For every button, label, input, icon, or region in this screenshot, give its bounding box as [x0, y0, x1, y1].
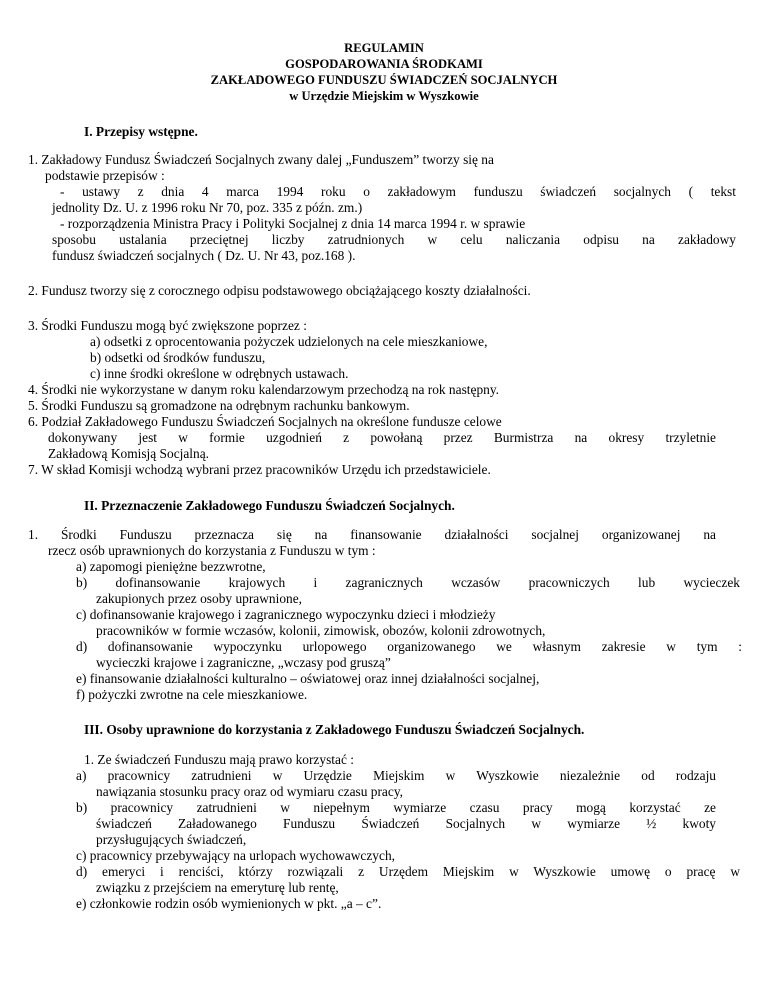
- s2-item-b-line: b) dofinansowanie krajowych i zagranicznych wczasów pracowniczych lub wycieczek: [76, 575, 740, 590]
- s1-p1-line: 1. Zakładowy Fundusz Świadczeń Socjalnych zwany dalej „Funduszem” tworzy się na: [28, 152, 494, 167]
- document-title: [0, 40, 768, 104]
- s1-p1-line: jednolity Dz. U. z 1996 roku Nr 70, poz. 335 z późn. zm.): [52, 200, 363, 215]
- s1-p1-line: sposobu ustalania przeciętnej liczby zatrudnionych w celu naliczania odpisu na zakładowy: [52, 232, 736, 247]
- s3-p1: 1. Ze świadczeń Funduszu mają prawo korzystać :: [84, 752, 354, 767]
- s1-p3-item-b: b) odsetki od środków funduszu,: [90, 350, 266, 365]
- section-1-heading: I. Przepisy wstępne.: [84, 124, 198, 139]
- s1-p7: 7. W skład Komisji wchodzą wybrani przez pracowników Urzędu ich przedstawiciele.: [28, 462, 491, 477]
- s1-p1-line: podstawie przepisów :: [45, 168, 165, 183]
- s1-p1-line: fundusz świadczeń socjalnych ( Dz. U. Nr 43, poz.168 ).: [52, 248, 356, 263]
- s1-p5: 5. Środki Funduszu są gromadzone na odrębnym rachunku bankowym.: [28, 398, 410, 413]
- s2-item-c-line: pracowników w formie wczasów, kolonii, zimowisk, obozów, kolonii zdrowotnych,: [96, 623, 546, 638]
- s2-item-e: e) finansowanie działalności kulturalno – oświatowej oraz innej działalności socjalnej,: [76, 671, 540, 686]
- s3-item-d-line: związku z przejściem na emeryturę lub rentę,: [96, 880, 339, 895]
- s2-p1-line: 1. Środki Funduszu przeznacza się na finansowanie działalności socjalnej organizowanej na: [28, 527, 716, 542]
- s1-p2: 2. Fundusz tworzy się z corocznego odpisu podstawowego obciążającego koszty działalności.: [28, 283, 531, 298]
- s2-item-b-line: zakupionych przez osoby uprawnione,: [96, 591, 302, 606]
- s3-item-a-line: a) pracownicy zatrudnieni w Urzędzie Miejskim w Wyszkowie niezależnie od rodzaju: [76, 768, 716, 783]
- s3-item-a-line: nawiązania stosunku pracy oraz od wymiaru czasu pracy,: [96, 784, 403, 799]
- s3-item-c: c) pracownicy przebywający na urlopach wychowawczych,: [76, 848, 395, 863]
- section-3-heading: III. Osoby uprawnione do korzystania z Zakładowego Funduszu Świadczeń Socjalnych.: [84, 722, 585, 737]
- s1-p4: 4. Środki nie wykorzystane w danym roku kalendarzowym przechodzą na rok następny.: [28, 382, 500, 397]
- s1-p1-line: - ustawy z dnia 4 marca 1994 roku o zakładowym funduszu świadczeń socjalnych ( tekst: [60, 184, 736, 199]
- s3-item-d-line: d) emeryci i renciści, którzy rozwiązali z Urzędem Miejskim w Wyszkowie umowę o pracę w: [76, 864, 740, 879]
- s2-item-c-line: c) dofinansowanie krajowego i zagranicznego wypoczynku dzieci i młodzieży: [76, 607, 496, 622]
- s3-item-b-line: b) pracownicy zatrudnieni w niepełnym wymiarze czasu pracy mogą korzystać ze: [76, 800, 716, 815]
- s1-p6-line: Zakładową Komisją Socjalną.: [48, 446, 210, 461]
- s3-item-e: e) członkowie rodzin osób wymienionych w pkt. „a – c”.: [76, 896, 382, 911]
- title-line-2: GOSPODAROWANIA ŚRODKAMI: [285, 57, 483, 71]
- title-line-1: REGULAMIN: [344, 41, 424, 55]
- s3-item-b-line: przysługujących świadczeń,: [96, 832, 247, 847]
- s1-p3: 3. Środki Funduszu mogą być zwiększone poprzez :: [28, 318, 307, 333]
- s3-item-b-line: świadczeń Załadowanego Funduszu Świadczeń Socjalnych w wymiarze ½ kwoty: [96, 816, 716, 831]
- s2-item-a: a) zapomogi pieniężne bezzwrotne,: [76, 559, 266, 574]
- s2-item-d-line: d) dofinansowanie wypoczynku urlopowego organizowanego we własnym zakresie w tym :: [76, 639, 742, 654]
- title-line-4: w Urzędzie Miejskim w Wyszkowie: [289, 89, 479, 103]
- s1-p6-line: dokonywany jest w formie uzgodnień z powołaną przez Burmistrza na okresy trzyletnie: [48, 430, 716, 445]
- s1-p6-line: 6. Podział Zakładowego Funduszu Świadczeń Socjalnych na określone fundusze celowe: [28, 414, 502, 429]
- s1-p3-item-a: a) odsetki z oprocentowania pożyczek udzielonych na cele mieszkaniowe,: [90, 334, 488, 349]
- s1-p3-item-c: c) inne środki określone w odrębnych ustawach.: [90, 366, 349, 381]
- title-line-3: ZAKŁADOWEGO FUNDUSZU ŚWIADCZEŃ SOCJALNYCH: [210, 73, 558, 87]
- s2-item-f: f) pożyczki zwrotne na cele mieszkaniowe.: [76, 687, 308, 702]
- s2-p1-line: rzecz osób uprawnionych do korzystania z Funduszu w tym :: [48, 543, 376, 558]
- s2-item-d-line: wycieczki krajowe i zagraniczne, „wczasy pod gruszą”: [96, 655, 391, 670]
- s1-p1-line: - rozporządzenia Ministra Pracy i Polityki Socjalnej z dnia 14 marca 1994 r. w sprawie: [60, 216, 526, 231]
- section-2-heading: II. Przeznaczenie Zakładowego Funduszu Świadczeń Socjalnych.: [84, 498, 455, 513]
